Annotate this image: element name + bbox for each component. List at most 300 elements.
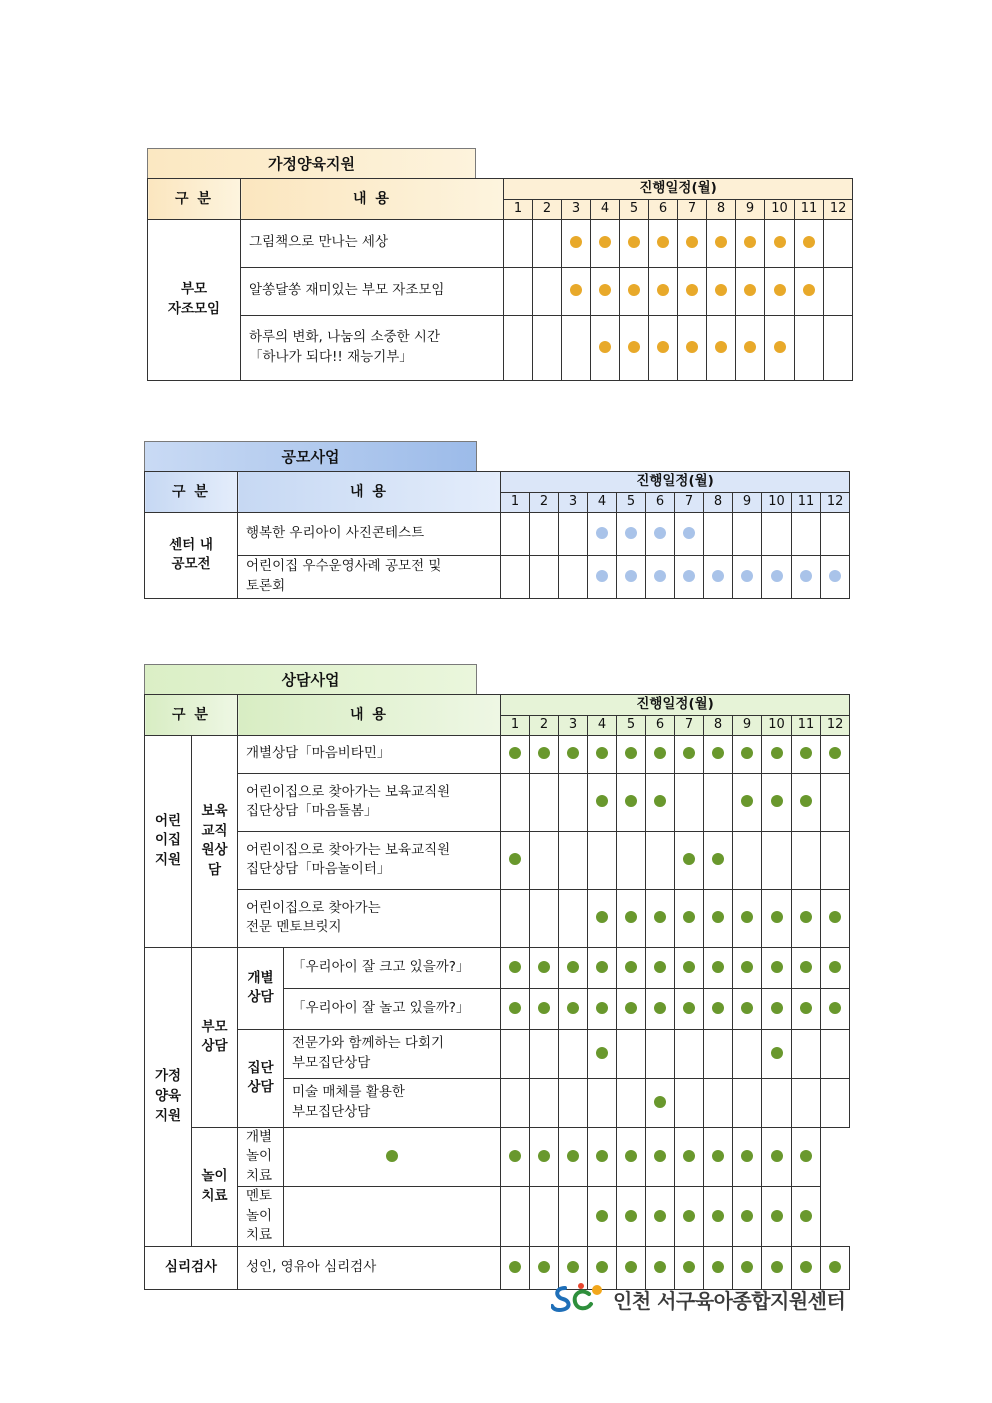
month-cell [704,555,733,598]
scheduled-dot [744,236,756,248]
month-cell [588,1187,617,1247]
scheduled-dot [686,236,698,248]
month-cell [591,315,620,380]
month-cell [559,1078,588,1127]
month-cell [617,831,646,889]
scheduled-dot [800,795,812,807]
scheduled-dot [538,747,550,759]
logo-text: 인천 서구육아종합지원센터 [613,1288,846,1313]
month-cell [617,1127,646,1187]
scheduled-dot [715,341,727,353]
month-cell [733,988,762,1029]
scheduled-dot [625,570,637,582]
scheduled-dot [509,1261,521,1273]
month-cell [733,1078,762,1127]
logo-mark-icon [551,1282,605,1316]
month-cell [646,1127,675,1187]
month-label: 3 [559,492,588,512]
table-row [145,889,850,947]
month-label: 8 [704,492,733,512]
scheduled-dot [509,1002,521,1014]
scheduled-dot [744,284,756,296]
row-content: 개별상담「마음비타민」 [238,735,501,773]
month-cell [762,1187,792,1247]
scheduled-dot [712,911,724,923]
month-cell [284,1187,501,1247]
month-cell [733,735,762,773]
row-content: 개별 놀이치료 [238,1127,284,1187]
scheduled-dot [570,284,582,296]
scheduled-dot [771,961,783,973]
scheduled-dot [654,570,666,582]
table-row [148,219,853,267]
row-content: 행복한 우리아이 사진콘테스트 [238,512,501,555]
scheduled-dot [683,527,695,539]
month-cell [559,555,588,598]
scheduled-dot [771,795,783,807]
month-cell [501,1029,530,1078]
month-cell [617,988,646,1029]
scheduled-dot [596,1047,608,1059]
scheduled-dot [386,1150,398,1162]
month-cell [821,889,850,947]
month-cell [530,1127,559,1187]
month-cell [646,988,675,1029]
scheduled-dot [800,1261,812,1273]
month-cell [704,773,733,831]
month-cell [762,889,792,947]
month-cell [591,267,620,315]
month-cell [733,773,762,831]
month-cell [733,1187,762,1247]
group-label-psych: 심리검사 [145,1246,238,1289]
month-cell [762,512,792,555]
month-cell [733,831,762,889]
scheduled-dot [744,341,756,353]
scheduled-dot [654,911,666,923]
scheduled-dot [683,961,695,973]
month-label: 9 [733,492,762,512]
month-cell [675,988,704,1029]
month-cell [733,947,762,988]
scheduled-dot [829,1002,841,1014]
section-title: 공모사업 [144,441,477,471]
month-cell [530,947,559,988]
month-cell [504,219,533,267]
month-cell [792,773,821,831]
scheduled-dot [686,341,698,353]
month-cell [530,773,559,831]
scheduled-dot [741,961,753,973]
month-cell [792,889,821,947]
scheduled-dot [657,236,669,248]
scheduled-dot [625,911,637,923]
month-cell [530,1078,559,1127]
month-cell [792,735,821,773]
scheduled-dot [712,1150,724,1162]
scheduled-dot [741,1002,753,1014]
scheduled-dot [741,1150,753,1162]
month-label: 3 [559,715,588,735]
scheduled-dot [712,1261,724,1273]
month-cell [646,831,675,889]
month-cell [504,315,533,380]
scheduled-dot [774,341,786,353]
month-cell [588,947,617,988]
scheduled-dot [741,911,753,923]
month-cell [530,735,559,773]
month-cell [530,988,559,1029]
scheduled-dot [741,747,753,759]
scheduled-dot [628,284,640,296]
row-content: 미술 매체를 활용한 부모집단상담 [284,1078,501,1127]
month-cell [617,1078,646,1127]
header-content: 내 용 [241,179,504,220]
month-cell [704,1127,733,1187]
scheduled-dot [683,853,695,865]
table-row [148,315,853,380]
month-cell [530,831,559,889]
row-content: 그림책으로 만나는 세상 [241,219,504,267]
month-cell [821,773,850,831]
month-cell [704,1078,733,1127]
month-label: 9 [736,199,765,219]
scheduled-dot [715,236,727,248]
scheduled-dot [683,1210,695,1222]
scheduled-dot [628,236,640,248]
scheduled-dot [803,284,815,296]
table-row [145,947,850,988]
month-label: 4 [588,715,617,735]
month-label: 11 [792,715,821,735]
scheduled-dot [800,911,812,923]
row-content: 「우리아이 잘 놀고 있을까?」 [284,988,501,1029]
scheduled-dot [683,570,695,582]
scheduled-dot [654,1096,666,1108]
scheduled-dot [538,961,550,973]
scheduled-dot [654,1002,666,1014]
month-cell [649,315,678,380]
scheduled-dot [771,1210,783,1222]
scheduled-dot [686,284,698,296]
scheduled-dot [625,961,637,973]
month-cell [501,512,530,555]
scheduled-dot [803,236,815,248]
month-cell [792,947,821,988]
scheduled-dot [771,1002,783,1014]
scheduled-dot [596,961,608,973]
month-label: 12 [824,199,853,219]
month-cell [501,773,530,831]
month-label: 4 [591,199,620,219]
month-cell [675,1187,704,1247]
month-cell [762,773,792,831]
scheduled-dot [599,341,611,353]
month-cell [675,773,704,831]
month-cell [559,889,588,947]
month-label: 12 [821,715,850,735]
scheduled-dot [625,795,637,807]
scheduled-dot [712,747,724,759]
scheduled-dot [567,1261,579,1273]
month-cell [559,512,588,555]
row-content: 전문가와 함께하는 다회기 부모집단상담 [284,1029,501,1078]
scheduled-dot [509,961,521,973]
schedule-header: 진행일정(월) [501,695,850,716]
month-cell [617,512,646,555]
month-cell [821,947,850,988]
month-label: 11 [792,492,821,512]
month-cell [733,1029,762,1078]
scheduled-dot [771,747,783,759]
month-cell [704,947,733,988]
month-cell [588,735,617,773]
month-cell [704,831,733,889]
month-cell [501,735,530,773]
month-label: 1 [501,492,530,512]
scheduled-dot [596,1261,608,1273]
scheduled-dot [657,284,669,296]
month-cell [736,315,765,380]
month-label: 3 [562,199,591,219]
month-cell [646,555,675,598]
month-cell [704,735,733,773]
scheduled-dot [567,1002,579,1014]
month-label: 11 [795,199,824,219]
month-cell [562,267,591,315]
group-label-play: 놀이 치료 [192,1127,238,1246]
table-row [145,1029,850,1078]
scheduled-dot [771,1150,783,1162]
month-label: 12 [821,492,850,512]
month-label: 2 [530,715,559,735]
month-cell [530,1187,559,1247]
month-cell [792,1187,821,1247]
row-content: 어린이집 우수운영사례 공모전 및 토론회 [238,555,501,598]
month-cell [675,831,704,889]
group-label-individual: 개별 상담 [238,947,284,1029]
month-cell [821,1029,850,1078]
scheduled-dot [741,1210,753,1222]
month-cell [617,947,646,988]
scheduled-dot [712,570,724,582]
month-cell [588,988,617,1029]
scheduled-dot [567,1150,579,1162]
month-cell [649,219,678,267]
section-title: 가정양육지원 [147,148,476,178]
schedule-header: 진행일정(월) [504,179,853,200]
month-cell [533,315,562,380]
month-cell [530,555,559,598]
month-cell [736,267,765,315]
header-category: 구 분 [145,472,238,513]
scheduled-dot [654,1261,666,1273]
month-cell [707,219,736,267]
scheduled-dot [800,1210,812,1222]
month-cell [591,219,620,267]
month-cell [617,1187,646,1247]
scheduled-dot [683,1002,695,1014]
month-cell [646,773,675,831]
scheduled-dot [625,1210,637,1222]
schedule-table [144,471,850,599]
month-cell [704,889,733,947]
row-content: 하루의 변화, 나눔의 소중한 시간 「하나가 되다!! 재능기부」 [241,315,504,380]
scheduled-dot [800,1150,812,1162]
center-logo [551,1282,845,1316]
month-cell [562,315,591,380]
month-cell [675,735,704,773]
month-label: 9 [733,715,762,735]
month-cell [501,1246,530,1289]
month-cell [559,831,588,889]
month-cell [559,773,588,831]
month-cell [588,1127,617,1187]
month-cell [501,831,530,889]
scheduled-dot [538,1150,550,1162]
month-cell [620,267,649,315]
month-cell [762,555,792,598]
scheduled-dot [625,527,637,539]
row-content: 어린이집으로 찾아가는 전문 멘토브릿지 [238,889,501,947]
month-cell [675,555,704,598]
month-cell [559,1187,588,1247]
header-category: 구 분 [145,695,238,736]
month-cell [675,947,704,988]
month-cell [821,735,850,773]
month-cell [620,315,649,380]
month-cell [559,735,588,773]
month-cell [675,1127,704,1187]
scheduled-dot [599,236,611,248]
month-cell [704,1029,733,1078]
scheduled-dot [625,747,637,759]
month-cell [617,773,646,831]
scheduled-dot [596,527,608,539]
month-label: 6 [646,492,675,512]
month-cell [284,1127,501,1187]
month-cell [678,267,707,315]
header-row [145,472,850,493]
month-cell [762,1029,792,1078]
scheduled-dot [712,853,724,865]
header-category: 구 분 [148,179,241,220]
month-cell [501,1127,530,1187]
scheduled-dot [654,747,666,759]
month-label: 5 [617,715,646,735]
month-cell [559,1127,588,1187]
month-cell [675,1029,704,1078]
month-cell [733,555,762,598]
group-label: 부모 자조모임 [148,219,241,380]
group-label-teacher: 보육 교직 원상 담 [192,735,238,947]
month-cell [821,1078,850,1127]
month-cell [646,512,675,555]
month-cell [765,315,795,380]
month-label: 8 [704,715,733,735]
month-cell [762,947,792,988]
month-cell [530,1029,559,1078]
scheduled-dot [800,570,812,582]
month-cell [530,889,559,947]
scheduled-dot [625,1002,637,1014]
scheduled-dot [715,284,727,296]
scheduled-dot [774,236,786,248]
row-content: 알쏭달쏭 재미있는 부모 자조모임 [241,267,504,315]
month-label: 1 [504,199,533,219]
month-label: 10 [765,199,795,219]
month-cell [501,1187,530,1247]
group-label-daycare: 어린 이집 지원 [145,735,192,947]
month-cell [504,267,533,315]
month-cell [762,1078,792,1127]
month-cell [792,1029,821,1078]
month-cell [588,555,617,598]
month-cell [824,315,853,380]
scheduled-dot [800,747,812,759]
month-label: 5 [620,199,649,219]
month-cell [501,947,530,988]
table-row [145,735,850,773]
month-cell [792,988,821,1029]
scheduled-dot [567,747,579,759]
scheduled-dot [774,284,786,296]
header-row [148,179,853,200]
scheduled-dot [509,853,521,865]
month-cell [501,988,530,1029]
scheduled-dot [829,1261,841,1273]
month-cell [762,831,792,889]
scheduled-dot [712,1210,724,1222]
month-label: 2 [530,492,559,512]
month-cell [707,267,736,315]
month-cell [675,889,704,947]
scheduled-dot [741,570,753,582]
month-cell [559,988,588,1029]
scheduled-dot [628,341,640,353]
scheduled-dot [596,1210,608,1222]
month-label: 4 [588,492,617,512]
month-label: 7 [675,492,704,512]
table-row [148,267,853,315]
month-label: 1 [501,715,530,735]
month-label: 8 [707,199,736,219]
schedule-table [147,178,853,381]
scheduled-dot [596,1150,608,1162]
group-label: 센터 내 공모전 [145,512,238,598]
scheduled-dot [509,747,521,759]
month-cell [824,267,853,315]
scheduled-dot [570,236,582,248]
schedule-table [144,694,850,1290]
month-cell [646,889,675,947]
scheduled-dot [771,570,783,582]
scheduled-dot [683,747,695,759]
month-label: 2 [533,199,562,219]
scheduled-dot [596,795,608,807]
scheduled-dot [538,1261,550,1273]
month-cell [620,219,649,267]
scheduled-dot [596,747,608,759]
scheduled-dot [538,1002,550,1014]
header-content: 내 용 [238,472,501,513]
month-cell [501,1078,530,1127]
month-cell [646,947,675,988]
month-cell [678,315,707,380]
month-cell [762,988,792,1029]
scheduled-dot [625,1261,637,1273]
month-label: 5 [617,492,646,512]
